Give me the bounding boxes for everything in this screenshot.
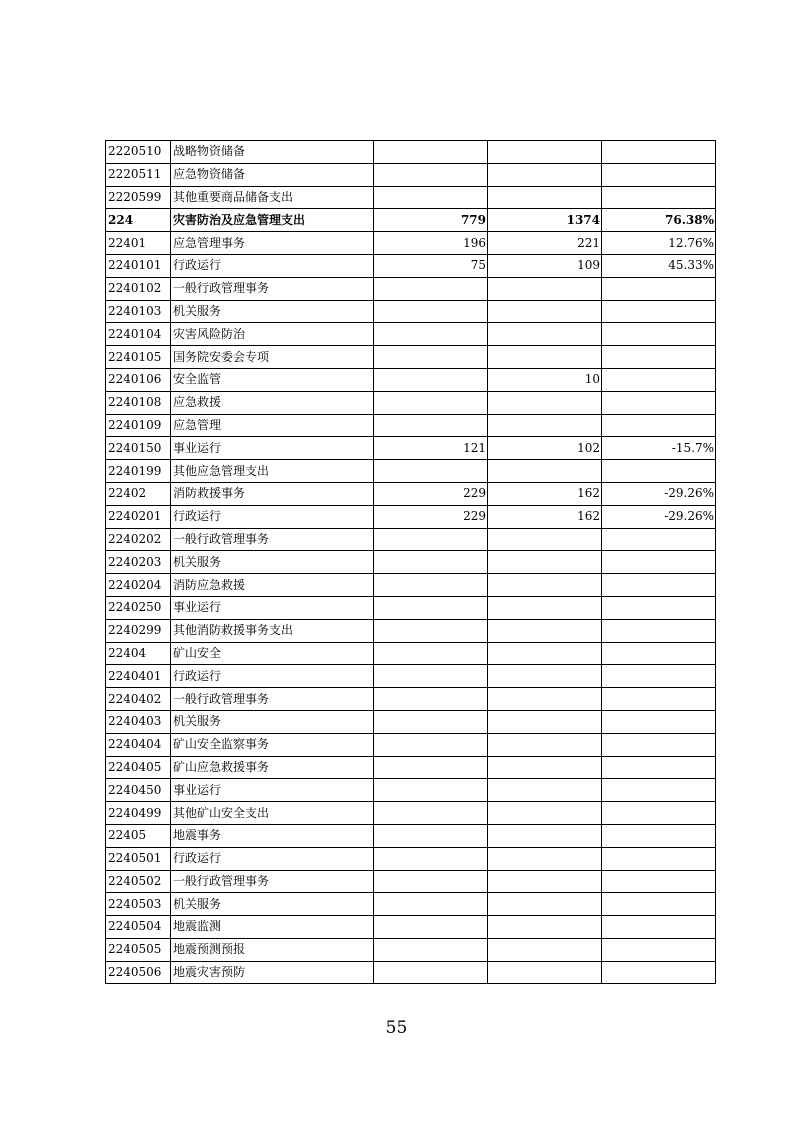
value-cell-2 [488, 779, 602, 802]
table-row [106, 254, 716, 277]
code-cell: 22401 [106, 232, 171, 255]
value-cell-2 [488, 300, 602, 323]
value-cell-3 [602, 186, 716, 209]
code-cell: 2240150 [106, 437, 171, 460]
value-cell-3 [602, 460, 716, 483]
value-cell-1 [374, 277, 488, 300]
value-cell-3: 45.33% [602, 254, 716, 277]
value-cell-2 [488, 277, 602, 300]
value-cell-1 [374, 688, 488, 711]
value-cell-3 [602, 665, 716, 688]
value-cell-1: 779 [374, 209, 488, 232]
code-cell: 2240202 [106, 528, 171, 551]
value-cell-2: 162 [488, 505, 602, 528]
code-cell: 2240106 [106, 368, 171, 391]
name-cell: 地震事务 [171, 824, 374, 847]
value-cell-3 [602, 323, 716, 346]
code-cell: 2240499 [106, 802, 171, 825]
table-row [106, 277, 716, 300]
code-cell: 2240102 [106, 277, 171, 300]
value-cell-1: 121 [374, 437, 488, 460]
name-cell: 应急物资储备 [171, 163, 374, 186]
value-cell-2 [488, 619, 602, 642]
name-cell: 行政运行 [171, 254, 374, 277]
value-cell-2 [488, 756, 602, 779]
value-cell-3 [602, 277, 716, 300]
code-cell: 2240502 [106, 870, 171, 893]
name-cell: 灾害风险防治 [171, 323, 374, 346]
value-cell-2 [488, 961, 602, 984]
name-cell: 机关服务 [171, 300, 374, 323]
code-cell: 22402 [106, 482, 171, 505]
code-cell: 2240505 [106, 938, 171, 961]
table-row [106, 437, 716, 460]
code-cell: 2240108 [106, 391, 171, 414]
value-cell-2: 10 [488, 368, 602, 391]
value-cell-3 [602, 779, 716, 802]
code-cell: 2240405 [106, 756, 171, 779]
name-cell: 地震监测 [171, 916, 374, 939]
value-cell-3 [602, 893, 716, 916]
table-row [106, 847, 716, 870]
table-row [106, 414, 716, 437]
value-cell-2 [488, 733, 602, 756]
value-cell-3 [602, 642, 716, 665]
value-cell-3 [602, 824, 716, 847]
value-cell-2 [488, 186, 602, 209]
value-cell-3: -15.7% [602, 437, 716, 460]
value-cell-3 [602, 710, 716, 733]
code-cell: 2240204 [106, 574, 171, 597]
table-row [106, 528, 716, 551]
value-cell-2: 162 [488, 482, 602, 505]
value-cell-2 [488, 710, 602, 733]
code-cell: 2240101 [106, 254, 171, 277]
value-cell-2 [488, 574, 602, 597]
value-cell-1 [374, 300, 488, 323]
table-row [106, 688, 716, 711]
table-row [106, 802, 716, 825]
table-row [106, 938, 716, 961]
value-cell-1 [374, 391, 488, 414]
table-row [106, 232, 716, 255]
code-cell: 224 [106, 209, 171, 232]
value-cell-2 [488, 824, 602, 847]
name-cell: 矿山安全监察事务 [171, 733, 374, 756]
value-cell-1 [374, 528, 488, 551]
code-cell: 2240402 [106, 688, 171, 711]
name-cell: 行政运行 [171, 847, 374, 870]
table-row [106, 482, 716, 505]
value-cell-1 [374, 756, 488, 779]
table-row [106, 665, 716, 688]
code-cell: 2240501 [106, 847, 171, 870]
table-row [106, 893, 716, 916]
name-cell: 其他消防救援事务支出 [171, 619, 374, 642]
table-row [106, 141, 716, 164]
value-cell-2 [488, 163, 602, 186]
table-row [106, 824, 716, 847]
table-row [106, 619, 716, 642]
value-cell-3 [602, 756, 716, 779]
code-cell: 2240299 [106, 619, 171, 642]
value-cell-3 [602, 300, 716, 323]
value-cell-1 [374, 710, 488, 733]
value-cell-1 [374, 186, 488, 209]
table-row [106, 163, 716, 186]
table-row [106, 209, 716, 232]
value-cell-1 [374, 163, 488, 186]
name-cell: 行政运行 [171, 665, 374, 688]
value-cell-3 [602, 574, 716, 597]
value-cell-2 [488, 141, 602, 164]
code-cell: 2220599 [106, 186, 171, 209]
name-cell: 其他应急管理支出 [171, 460, 374, 483]
value-cell-1 [374, 574, 488, 597]
table-row [106, 460, 716, 483]
name-cell: 灾害防治及应急管理支出 [171, 209, 374, 232]
name-cell: 一般行政管理事务 [171, 870, 374, 893]
name-cell: 应急管理 [171, 414, 374, 437]
name-cell: 一般行政管理事务 [171, 688, 374, 711]
value-cell-3: -29.26% [602, 505, 716, 528]
value-cell-1 [374, 824, 488, 847]
value-cell-3 [602, 938, 716, 961]
value-cell-1 [374, 619, 488, 642]
value-cell-3 [602, 141, 716, 164]
value-cell-1 [374, 847, 488, 870]
value-cell-1 [374, 893, 488, 916]
table-row [106, 368, 716, 391]
name-cell: 矿山应急救援事务 [171, 756, 374, 779]
value-cell-1 [374, 938, 488, 961]
value-cell-3 [602, 528, 716, 551]
value-cell-2 [488, 642, 602, 665]
code-cell: 2240403 [106, 710, 171, 733]
value-cell-1 [374, 368, 488, 391]
code-cell: 2240104 [106, 323, 171, 346]
table-row [106, 870, 716, 893]
code-cell: 2240506 [106, 961, 171, 984]
code-cell: 2240105 [106, 346, 171, 369]
value-cell-2: 109 [488, 254, 602, 277]
code-cell: 2240203 [106, 551, 171, 574]
name-cell: 战略物资储备 [171, 141, 374, 164]
value-cell-3 [602, 916, 716, 939]
code-cell: 2240201 [106, 505, 171, 528]
value-cell-1 [374, 779, 488, 802]
table-row [106, 710, 716, 733]
value-cell-3 [602, 688, 716, 711]
value-cell-2: 102 [488, 437, 602, 460]
value-cell-2 [488, 802, 602, 825]
table-row [106, 779, 716, 802]
table-row [106, 346, 716, 369]
code-cell: 22404 [106, 642, 171, 665]
value-cell-3 [602, 346, 716, 369]
value-cell-3 [602, 368, 716, 391]
value-cell-2 [488, 688, 602, 711]
name-cell: 事业运行 [171, 437, 374, 460]
value-cell-1 [374, 733, 488, 756]
table-row [106, 961, 716, 984]
table-row [106, 756, 716, 779]
value-cell-3 [602, 961, 716, 984]
table-row [106, 391, 716, 414]
value-cell-2 [488, 346, 602, 369]
name-cell: 机关服务 [171, 893, 374, 916]
value-cell-1 [374, 596, 488, 619]
value-cell-3 [602, 619, 716, 642]
table-row [106, 574, 716, 597]
value-cell-2 [488, 938, 602, 961]
table-row [106, 733, 716, 756]
code-cell: 2240503 [106, 893, 171, 916]
table-body [106, 141, 716, 984]
value-cell-2 [488, 916, 602, 939]
budget-table [105, 140, 716, 984]
page-number: 55 [385, 1018, 408, 1038]
value-cell-2 [488, 551, 602, 574]
code-cell: 2240504 [106, 916, 171, 939]
value-cell-1: 229 [374, 505, 488, 528]
name-cell: 国务院安委会专项 [171, 346, 374, 369]
name-cell: 一般行政管理事务 [171, 277, 374, 300]
value-cell-2 [488, 665, 602, 688]
value-cell-2 [488, 893, 602, 916]
value-cell-3 [602, 596, 716, 619]
code-cell: 2240250 [106, 596, 171, 619]
value-cell-1 [374, 414, 488, 437]
value-cell-2 [488, 847, 602, 870]
table-row [106, 596, 716, 619]
code-cell: 22405 [106, 824, 171, 847]
table-row [106, 186, 716, 209]
value-cell-1 [374, 346, 488, 369]
value-cell-3 [602, 870, 716, 893]
value-cell-3: -29.26% [602, 482, 716, 505]
value-cell-2 [488, 870, 602, 893]
value-cell-2 [488, 323, 602, 346]
value-cell-2 [488, 460, 602, 483]
value-cell-1 [374, 961, 488, 984]
value-cell-2 [488, 528, 602, 551]
table-row [106, 323, 716, 346]
code-cell: 2240450 [106, 779, 171, 802]
name-cell: 消防应急救援 [171, 574, 374, 597]
value-cell-1 [374, 665, 488, 688]
value-cell-3 [602, 551, 716, 574]
code-cell: 2240401 [106, 665, 171, 688]
name-cell: 地震预测预报 [171, 938, 374, 961]
value-cell-3: 12.76% [602, 232, 716, 255]
table-row [106, 300, 716, 323]
value-cell-1 [374, 916, 488, 939]
value-cell-1: 196 [374, 232, 488, 255]
value-cell-1: 75 [374, 254, 488, 277]
name-cell: 机关服务 [171, 710, 374, 733]
table-row [106, 551, 716, 574]
code-cell: 2240199 [106, 460, 171, 483]
value-cell-3: 76.38% [602, 209, 716, 232]
value-cell-3 [602, 847, 716, 870]
value-cell-3 [602, 802, 716, 825]
table-row [106, 642, 716, 665]
value-cell-3 [602, 163, 716, 186]
name-cell: 事业运行 [171, 779, 374, 802]
value-cell-3 [602, 733, 716, 756]
value-cell-1 [374, 141, 488, 164]
code-cell: 2240404 [106, 733, 171, 756]
table-row [106, 505, 716, 528]
value-cell-2: 221 [488, 232, 602, 255]
name-cell: 矿山安全 [171, 642, 374, 665]
name-cell: 其他矿山安全支出 [171, 802, 374, 825]
value-cell-1 [374, 551, 488, 574]
value-cell-1 [374, 802, 488, 825]
value-cell-2: 1374 [488, 209, 602, 232]
value-cell-1 [374, 642, 488, 665]
code-cell: 2220510 [106, 141, 171, 164]
value-cell-1 [374, 323, 488, 346]
code-cell: 2220511 [106, 163, 171, 186]
table-row [106, 916, 716, 939]
code-cell: 2240109 [106, 414, 171, 437]
name-cell: 一般行政管理事务 [171, 528, 374, 551]
value-cell-1 [374, 870, 488, 893]
value-cell-2 [488, 596, 602, 619]
name-cell: 安全监管 [171, 368, 374, 391]
value-cell-2 [488, 391, 602, 414]
name-cell: 机关服务 [171, 551, 374, 574]
name-cell: 行政运行 [171, 505, 374, 528]
name-cell: 应急管理事务 [171, 232, 374, 255]
name-cell: 消防救援事务 [171, 482, 374, 505]
name-cell: 应急救援 [171, 391, 374, 414]
name-cell: 事业运行 [171, 596, 374, 619]
value-cell-2 [488, 414, 602, 437]
value-cell-1 [374, 460, 488, 483]
value-cell-1: 229 [374, 482, 488, 505]
value-cell-3 [602, 414, 716, 437]
value-cell-3 [602, 391, 716, 414]
name-cell: 其他重要商品储备支出 [171, 186, 374, 209]
code-cell: 2240103 [106, 300, 171, 323]
name-cell: 地震灾害预防 [171, 961, 374, 984]
